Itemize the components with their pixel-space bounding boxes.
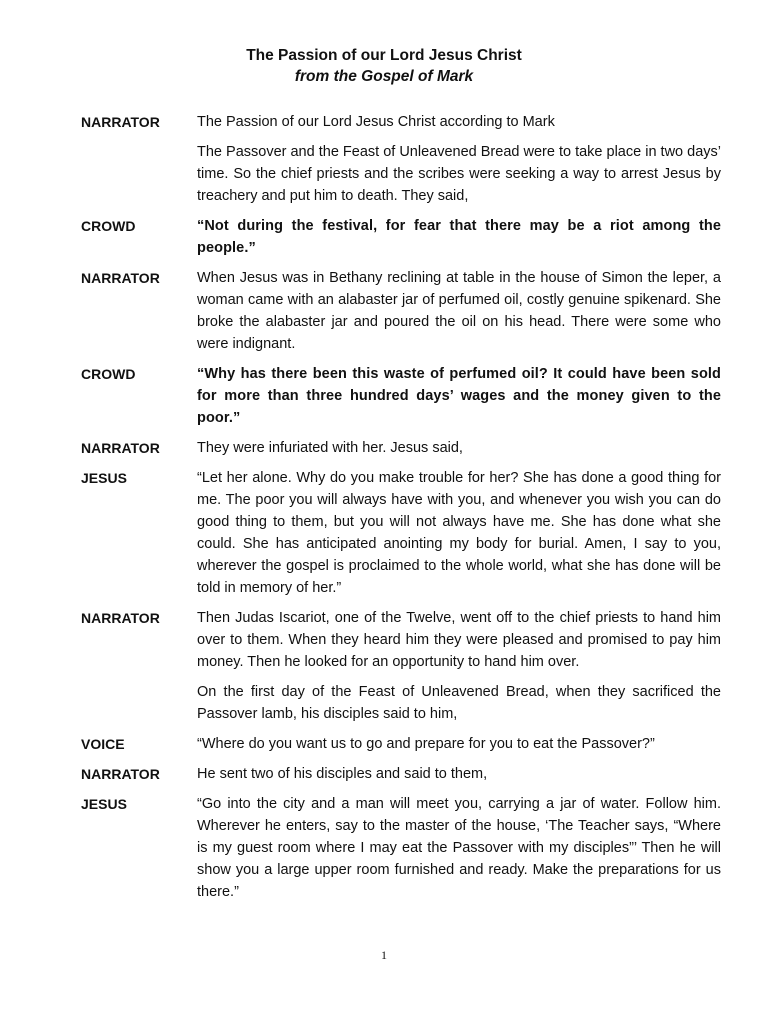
script-entry	[81, 363, 721, 437]
spoken-lines	[197, 763, 721, 793]
speaker-label: JESUS	[81, 796, 127, 812]
speaker-label: NARRATOR	[81, 610, 160, 626]
spoken-lines	[197, 467, 721, 607]
spoken-lines	[197, 111, 721, 215]
script-paragraph: The Passion of our Lord Jesus Christ according to Mark	[197, 114, 555, 130]
script-paragraph: “Let her alone. Why do you make trouble for her? She has done a good thing for me. The poor you will always have with you, and whenever you wish you can do good thing to them, but you will not always have me. She has done what she could. She has anticipated anointing my body for burial. Amen, I say to you, wherever the gospel is proclaimed to the whole world, what she has done will be told in memory of her.”	[197, 470, 721, 596]
document-title: The Passion of our Lord Jesus Christ	[246, 47, 522, 64]
script-paragraph: Then Judas Iscariot, one of the Twelve, went off to the chief priests to hand him over to them. When they heard him they were pleased and promised to pay him money. Then he looked for an opportunity to hand him over.	[197, 610, 721, 670]
script-paragraph: When Jesus was in Bethany reclining at table in the house of Simon the leper, a woman came with an alabaster jar of perfumed oil, costly genuine spikenard. She broke the alabaster jar and poured the oil on his head. There were some who were indignant.	[197, 270, 721, 352]
script-paragraph: “Not during the festival, for fear that there may be a riot among the people.”	[197, 218, 721, 256]
document-subtitle: from the Gospel of Mark	[294, 68, 474, 85]
spoken-lines	[197, 793, 721, 911]
script-paragraph: The Passover and the Feast of Unleavened Bread were to take place in two days’ time. So the chief priests and the scribes were seeking a way to arrest Jesus by treachery and put him to death. They said,	[197, 144, 721, 204]
spoken-lines	[197, 733, 721, 763]
speaker-label: JESUS	[81, 470, 127, 486]
speaker-label: NARRATOR	[81, 440, 160, 456]
speaker-label: NARRATOR	[81, 766, 160, 782]
script-entry	[81, 437, 721, 467]
script-entry	[81, 467, 721, 607]
script-paragraph: On the first day of the Feast of Unleavened Bread, when they sacrificed the Passover lamb, his disciples said to him,	[197, 684, 721, 722]
spoken-lines	[197, 215, 721, 267]
speaker-label: NARRATOR	[81, 114, 160, 130]
script-entry	[81, 215, 721, 267]
speaker-label: CROWD	[81, 218, 136, 234]
script-entry	[81, 111, 721, 215]
spoken-lines	[197, 363, 721, 437]
script-entry	[81, 607, 721, 733]
script-paragraph: “Where do you want us to go and prepare for you to eat the Passover?”	[197, 736, 655, 752]
script-entry	[81, 267, 721, 363]
script-paragraph: They were infuriated with her. Jesus said,	[197, 440, 463, 456]
script-paragraph: “Go into the city and a man will meet you, carrying a jar of water. Follow him. Wherever he enters, say to the master of the house, ‘The Teacher says, “Where is my guest room where I may eat the Passover with my disciples”’ Then he will show you a large upper room furnished and ready. Make the preparations for us there.”	[197, 796, 721, 900]
speaker-label: CROWD	[81, 366, 136, 382]
speaker-label: NARRATOR	[81, 270, 160, 286]
spoken-lines	[197, 267, 721, 363]
spoken-lines	[197, 437, 721, 467]
title-block	[0, 45, 768, 87]
speaker-label: VOICE	[81, 736, 125, 752]
script-entry	[81, 763, 721, 793]
script-entry	[81, 733, 721, 763]
page-number: 1	[381, 948, 387, 962]
spoken-lines	[197, 607, 721, 733]
script-entry	[81, 793, 721, 911]
script-paragraph: He sent two of his disciples and said to them,	[197, 766, 488, 782]
script-body	[81, 111, 721, 911]
script-paragraph: “Why has there been this waste of perfumed oil? It could have been sold for more than three hundred days’ wages and the money given to the poor.”	[197, 366, 721, 426]
